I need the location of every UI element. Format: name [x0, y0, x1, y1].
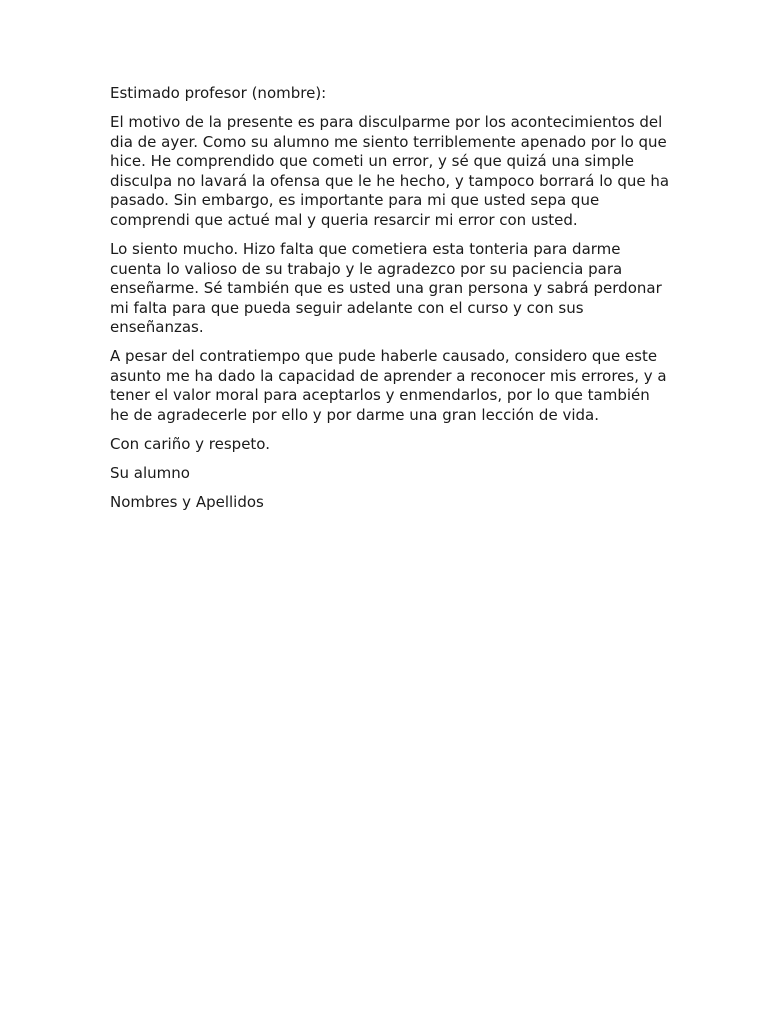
paragraph-2: Lo siento mucho. Hizo falta que cometiera esta tonteria para darme cuenta lo valioso de su trabajo y le agradezco por su paciencia para enseñarme. Sé también que es usted una gran persona y sabrá perdonar mi falta para que pueda seguir adelante con el curso y con sus enseñanzas.: [110, 239, 662, 337]
signature: Nombres y Apellidos: [110, 493, 264, 512]
closing: Con cariño y respeto.: [110, 435, 270, 454]
paragraph-3: A pesar del contratiempo que pude haberle causado, considero que este asunto me ha dado la capacidad de aprender a reconocer mis errores, y a tener el valor moral para aceptarlos y enmendarlos, por lo que también he de agradecerle por ello y por darme una gran lección de vida.: [110, 347, 667, 425]
paragraph-1: El motivo de la presente es para disculparme por los acontecimientos del dia de ayer. Como su alumno me siento terriblemente apenado por lo que hice. He comprendido que cometi un error, y sé que quizá una simple disculpa no lavará la ofensa que le he hecho, y tampoco borrará lo que ha pasado. Sin embargo, es importante para mi que usted sepa que comprendi que actué mal y queria resarcir mi error con usted.: [110, 112, 670, 229]
salutation: Estimado profesor (nombre):: [110, 84, 327, 102]
letter-body: [110, 84, 670, 522]
signoff: Su alumno: [110, 464, 190, 483]
